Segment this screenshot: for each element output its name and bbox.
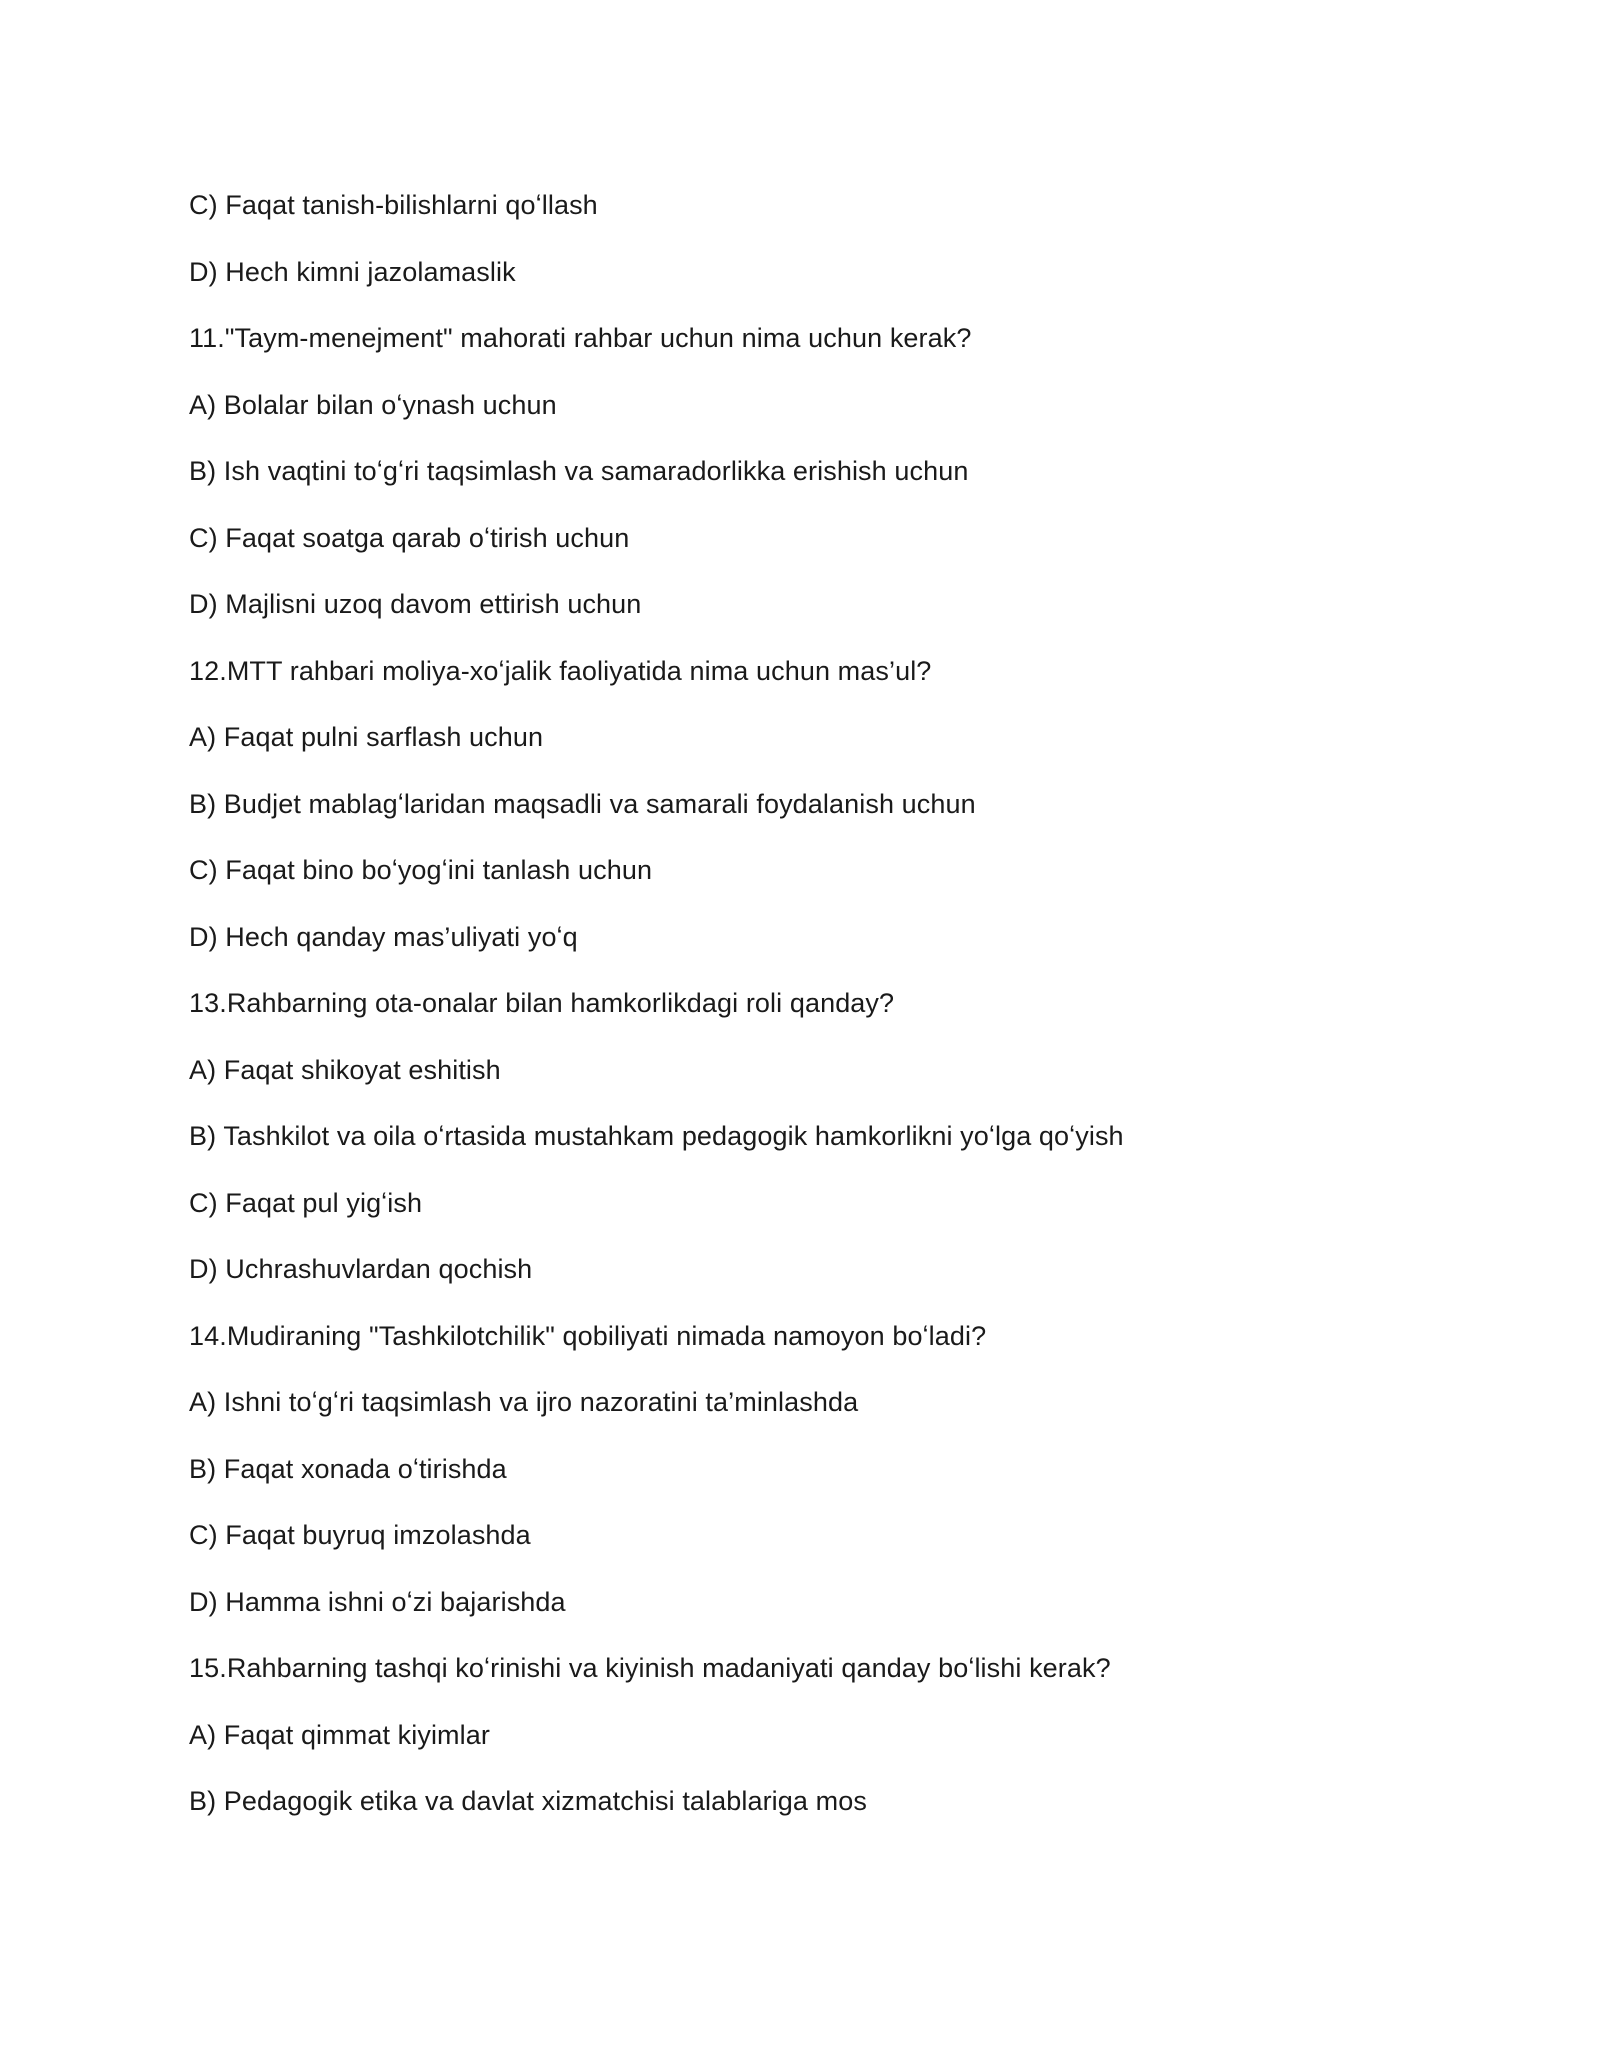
answer-option: A) Faqat shikoyat eshitish: [189, 1054, 501, 1085]
question-text: 14.Mudiraning "Tashkilotchilik" qobiliyati nimada namoyon boʻladi?: [189, 1320, 987, 1351]
answer-option: C) Faqat soatga qarab oʻtirish uchun: [189, 522, 630, 553]
question-text: 15.Rahbarning tashqi koʻrinishi va kiyinish madaniyati qanday boʻlishi kerak?: [189, 1653, 1111, 1683]
answer-option: B) Budjet mablagʻlaridan maqsadli va samarali foydalanish uchun: [189, 788, 976, 819]
answer-option: B) Tashkilot va oila oʻrtasida mustahkam pedagogik hamkorlikni yoʻlga qoʻyish: [189, 1121, 1124, 1151]
answer-option: A) Faqat pulni sarflash uchun: [189, 722, 544, 752]
answer-option: D) Hamma ishni oʻzi bajarishda: [189, 1586, 566, 1617]
answer-option: C) Faqat pul yigʻish: [189, 1187, 423, 1218]
answer-option: D) Hech qanday mas’uliyati yoʻq: [189, 921, 578, 952]
answer-option: B) Pedagogik etika va davlat xizmatchisi talablariga mos: [189, 1786, 867, 1816]
question-text: 12.MTT rahbari moliya-xoʻjalik faoliyatida nima uchun mas’ul?: [189, 655, 932, 686]
answer-option: B) Faqat xonada oʻtirishda: [189, 1453, 507, 1484]
answer-option: C) Faqat bino boʻyogʻini tanlash uchun: [189, 855, 653, 885]
question-text: 11."Taym-menejment" mahorati rahbar uchun nima uchun kerak?: [189, 323, 972, 353]
answer-option: A) Ishni toʻgʻri taqsimlash va ijro nazoratini ta’minlashda: [189, 1387, 859, 1417]
answer-option: D) Hech kimni jazolamaslik: [189, 256, 516, 287]
answer-option: A) Faqat qimmat kiyimlar: [189, 1719, 490, 1750]
answer-option: A) Bolalar bilan oʻynash uchun: [189, 389, 557, 420]
answer-option: D) Majlisni uzoq davom ettirish uchun: [189, 589, 642, 619]
answer-option: D) Uchrashuvlardan qochish: [189, 1254, 533, 1284]
answer-option: C) Faqat tanish-bilishlarni qoʻllash: [189, 190, 598, 220]
question-text: 13.Rahbarning ota-onalar bilan hamkorlikdagi roli qanday?: [189, 988, 895, 1018]
answer-option: B) Ish vaqtini toʻgʻri taqsimlash va samaradorlikka erishish uchun: [189, 456, 969, 486]
answer-option: C) Faqat buyruq imzolashda: [189, 1520, 531, 1550]
question-list: [189, 184, 1489, 1847]
